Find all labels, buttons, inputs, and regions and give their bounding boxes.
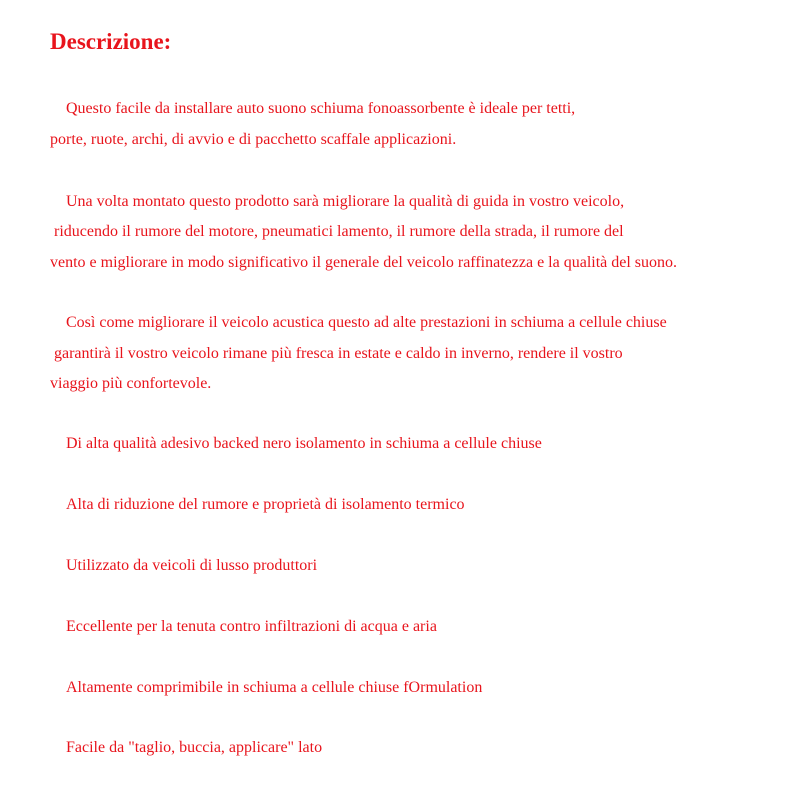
description-heading: Descrizione: — [50, 29, 172, 54]
paragraph-3-line-3: viaggio più confortevole. — [50, 375, 212, 392]
feature-item-4: Eccellente per la tenuta contro infiltrazioni di acqua e aria — [66, 618, 437, 635]
paragraph-3-line-2: garantirà il vostro veicolo rimane più fresca in estate e caldo in inverno, rendere il vostro — [54, 345, 623, 362]
paragraph-1-line-2: porte, ruote, archi, di avvio e di pacchetto scaffale applicazioni. — [50, 131, 457, 148]
feature-item-2: Alta di riduzione del rumore e proprietà di isolamento termico — [66, 496, 465, 513]
paragraph-2-line-2: riducendo il rumore del motore, pneumatici lamento, il rumore della strada, il rumore del — [54, 223, 624, 240]
paragraph-1-line-1: Questo facile da installare auto suono schiuma fonoassorbente è ideale per tetti, — [66, 100, 576, 117]
paragraph-2-line-3: vento e migliorare in modo significativo il generale del veicolo raffinatezza e la qualità del suono. — [50, 254, 678, 271]
paragraph-2-line-1: Una volta montato questo prodotto sarà migliorare la qualità di guida in vostro veicolo, — [66, 193, 625, 210]
feature-item-5: Altamente comprimibile in schiuma a cellule chiuse fOrmulation — [66, 679, 483, 696]
feature-item-6: Facile da "taglio, buccia, applicare" lato — [66, 739, 323, 756]
feature-item-1: Di alta qualità adesivo backed nero isolamento in schiuma a cellule chiuse — [66, 435, 542, 452]
feature-item-3: Utilizzato da veicoli di lusso produttori — [66, 557, 318, 574]
paragraph-3-line-1: Così come migliorare il veicolo acustica questo ad alte prestazioni in schiuma a cellule chiuse — [66, 314, 667, 331]
